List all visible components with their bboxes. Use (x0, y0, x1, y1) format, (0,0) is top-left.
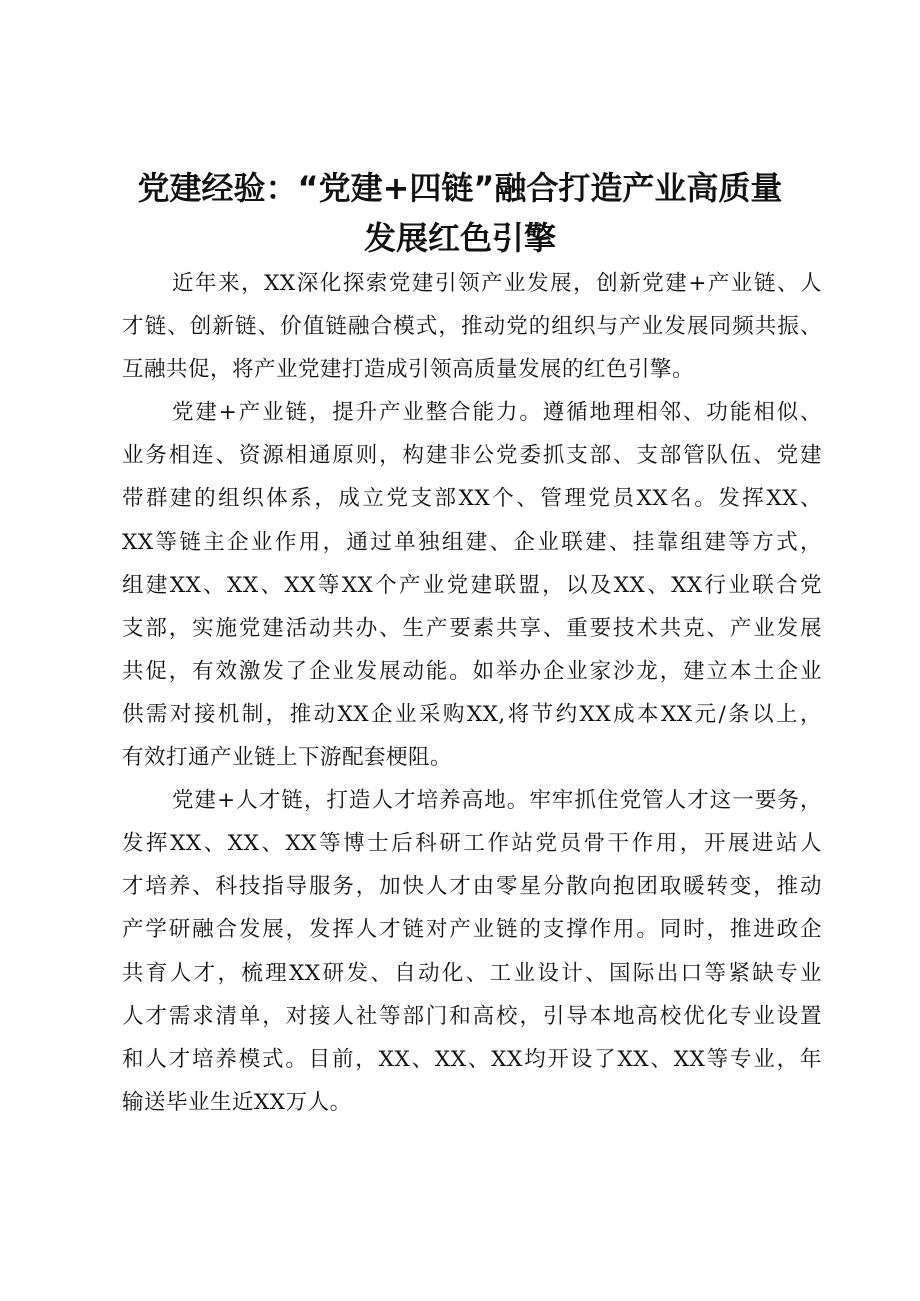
paragraph-3-line-8: 输送毕业生近XX万人。 (122, 1089, 352, 1115)
paragraph-3-line-5: 共育人才，梳理XX研发、自动化、工业设计、国际出口等紧缺专业 (122, 960, 822, 986)
paragraph-2-line-2: 业务相连、资源相通原则，构建非公党委抓支部、支部管队伍、党建 (122, 443, 822, 469)
document-body (122, 262, 822, 1124)
paragraph-2-line-5: 组建XX、XX、XX等XX个产业党建联盟，以及XX、XX行业联合党 (122, 572, 822, 598)
paragraph-3-line-2: 发挥XX、XX、XX等博士后科研工作站党员骨干作用，开展进站人 (122, 831, 822, 857)
paragraph-3-line-7: 和人才培养模式。目前，XX、XX、XX均开设了XX、XX等专业，年 (122, 1046, 822, 1072)
document-title-line-2: 发展红色引擎 (363, 219, 556, 257)
paragraph-2-line-6: 支部，实施党建活动共办、生产要素共享、重要技术共克、产业发展 (122, 615, 822, 641)
paragraph-3-line-1: 党建+人才链，打造人才培养高地。牢牢抓住党管人才这一要务， (172, 788, 822, 814)
paragraph-2-line-4: XX等链主企业作用，通过单独组建、企业联建、挂靠组建等方式， (122, 529, 822, 555)
paragraph-3-line-4: 产学研融合发展，发挥人才链对产业链的支撑作用。同时，推进政企 (122, 917, 822, 943)
paragraph-2-line-3: 带群建的组织体系，成立党支部XX个、管理党员XX名。发挥XX、 (122, 486, 822, 512)
paragraph-2-line-1: 党建+产业链，提升产业整合能力。遵循地理相邻、功能相似、 (172, 400, 822, 426)
paragraph-1-line-1: 近年来，XX深化探索党建引领产业发展，创新党建+产业链、人 (172, 271, 822, 296)
paragraph-2-line-7: 共促，有效激发了企业发展动能。如举办企业家沙龙，建立本土企业 (122, 658, 822, 684)
paragraph-2-line-9: 有效打通产业链上下游配套梗阻。 (122, 745, 453, 771)
paragraph-1-line-3: 互融共促，将产业党建打造成引领高质量发展的红色引擎。 (122, 357, 695, 383)
paragraph-3-line-6: 人才需求清单，对接人社等部门和高校，引导本地高校优化专业设置 (122, 1003, 822, 1029)
document-title-line-1: 党建经验：“党建+四链”融合打造产业高质量 (137, 169, 783, 207)
paragraph-1-line-2: 才链、创新链、价值链融合模式，推动党的组织与产业发展同频共振、 (122, 314, 822, 340)
paragraph-3-line-3: 才培养、科技指导服务，加快人才由零星分散向抱团取暖转变，推动 (122, 874, 822, 900)
paragraph-2-line-8: 供需对接机制，推动XX企业采购XX,将节约XX成本XX元/条以上， (122, 701, 822, 727)
